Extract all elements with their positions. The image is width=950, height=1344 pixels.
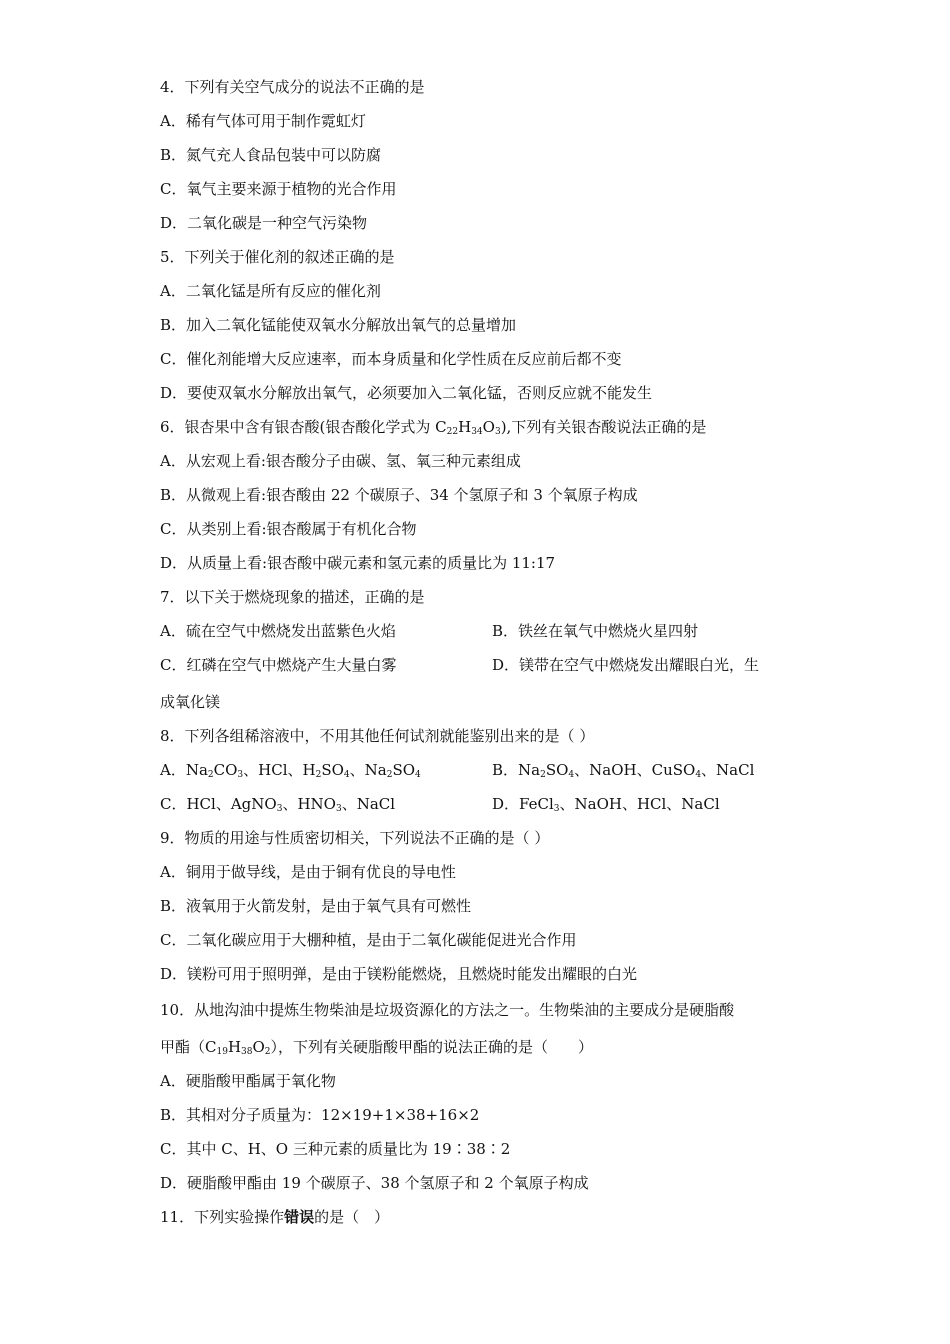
question-10-option-d: D．硬脂酸甲酯由 19 个碳原子、38 个氢原子和 2 个氧原子构成 <box>160 1174 589 1192</box>
q8b-part: SO <box>545 761 569 779</box>
q10-subscript: 19 <box>216 1047 228 1057</box>
question-8-option-a <box>160 760 421 780</box>
q8b-subscript: 2 <box>540 770 546 780</box>
q8a-part: SO <box>321 761 344 779</box>
question-4-option-d: D．二氧化碳是一种空气污染物 <box>160 214 368 232</box>
q11-stem-part: 的是（ ） <box>314 1208 390 1226</box>
question-4-option-b: B．氮气充人食品包装中可以防腐 <box>160 146 382 164</box>
question-4-option-a: A．稀有气体可用于制作霓虹灯 <box>160 112 366 130</box>
question-7-stem: 7．以下关于燃烧现象的描述，正确的是 <box>160 588 425 606</box>
q10-stem-part: H <box>227 1038 242 1056</box>
question-4-option-c: C．氧气主要来源于植物的光合作用 <box>160 180 397 198</box>
q8c-part: 、HNO <box>282 795 336 813</box>
q8c-subscript: 3 <box>276 804 283 814</box>
q8a-part: 、HCl、H <box>243 761 316 779</box>
question-10-stem-line-1: 10．从地沟油中提炼生物柴油是垃圾资源化的方法之一。生物柴油的主要成分是硬脂酸 <box>160 1001 735 1019</box>
q8b-part: 、NaOH、CuSO <box>574 761 696 779</box>
q8a-part: CO <box>213 761 238 779</box>
q10-subscript: 2 <box>264 1047 271 1057</box>
question-5-stem: 5．下列关于催化剂的叙述正确的是 <box>160 248 395 266</box>
q10-stem-part: ），下列有关硬脂酸甲酯的说法正确的是（ ） <box>270 1038 594 1056</box>
q10-stem-part: O <box>252 1038 265 1056</box>
question-5-option-d: D．要使双氧水分解放出氧气，必须要加入二氧化锰，否则反应就不能发生 <box>160 384 653 402</box>
q6-stem-part: H <box>458 418 472 436</box>
q8a-part: 、Na <box>349 761 387 779</box>
question-8-option-d <box>492 794 720 814</box>
question-9-option-c: C．二氧化碳应用于大棚种植，是由于二氧化碳能促进光合作用 <box>160 931 577 949</box>
question-9-stem: 9．物质的用途与性质密切相关，下列说法不正确的是（ ） <box>160 829 550 847</box>
q10-subscript: 38 <box>241 1047 253 1057</box>
q8a-subscript: 4 <box>415 770 421 780</box>
q8a-subscript: 2 <box>315 770 322 780</box>
question-10-option-c: C．其中 C、H、O 三种元素的质量比为 19∶38∶2 <box>160 1140 511 1158</box>
question-8-option-b <box>492 760 754 780</box>
q8b-part: 、NaCl <box>701 761 755 779</box>
question-7-option-a: A．硫在空气中燃烧发出蓝紫色火焰 <box>160 622 396 640</box>
question-5-option-b: B．加入二氧化锰能使双氧水分解放出氧气的总量增加 <box>160 316 517 334</box>
question-10-option-b: B．其相对分子质量为：12×19+1×38+16×2 <box>160 1106 480 1124</box>
question-4-stem: 4．下列有关空气成分的说法不正确的是 <box>160 78 425 96</box>
question-9-option-a: A．铜用于做导线，是由于铜有优良的导电性 <box>160 863 456 881</box>
question-6-stem <box>160 417 706 437</box>
q8a-part: A．Na <box>160 761 208 779</box>
q6-stem-part: ),下列有关银杏酸说法正确的是 <box>500 418 707 436</box>
q10-stem-part: 甲酯（C <box>160 1038 217 1056</box>
q11-stem-emphasis: 错误 <box>284 1208 315 1226</box>
question-7-option-c: C．红磷在空气中燃烧产生大量白雾 <box>160 656 397 674</box>
q8b-subscript: 4 <box>568 770 575 780</box>
q8c-part: 、NaCl <box>341 795 396 813</box>
question-10-option-a: A．硬脂酸甲酯属于氧化物 <box>160 1072 336 1090</box>
q8d-part: 、NaOH、HCl、NaCl <box>559 795 720 813</box>
question-8-option-c <box>160 794 395 814</box>
q6-subscript: 34 <box>471 427 483 437</box>
q8b-part: B．Na <box>492 761 541 779</box>
q6-stem-part: 6．银杏果中含有银杏酸(银杏酸化学式为 C <box>160 418 447 436</box>
question-8-stem: 8．下列各组稀溶液中，不用其他任何试剂就能鉴别出来的是（ ） <box>160 727 595 745</box>
question-11-stem <box>160 1207 389 1227</box>
question-7-option-b: B．铁丝在氧气中燃烧火星四射 <box>492 622 699 640</box>
q6-stem-part: O <box>482 418 495 436</box>
q8c-part: C．HCl、AgNO <box>160 795 277 813</box>
q6-subscript: 22 <box>446 427 459 437</box>
question-6-option-b: B．从微观上看:银杏酸由 22 个碳原子、34 个氢原子和 3 个氧原子构成 <box>160 486 638 504</box>
question-6-option-c: C．从类别上看:银杏酸属于有机化合物 <box>160 520 417 538</box>
question-9-option-d: D．镁粉可用于照明弹，是由于镁粉能燃烧，且燃烧时能发出耀眼的白光 <box>160 965 638 983</box>
question-7-option-d: D．镁带在空气中燃烧发出耀眼白光，生 <box>492 656 760 674</box>
q8a-subscript: 2 <box>207 770 214 780</box>
q8d-part: D．FeCl <box>492 795 554 813</box>
q11-stem-part: 11．下列实验操作 <box>160 1208 285 1226</box>
q8d-subscript: 3 <box>553 804 560 814</box>
q8a-subscript: 4 <box>343 770 350 780</box>
question-5-option-a: A．二氧化锰是所有反应的催化剂 <box>160 282 381 300</box>
q8c-subscript: 3 <box>335 804 342 814</box>
q8b-subscript: 4 <box>695 770 702 780</box>
question-10-stem-line-2 <box>160 1037 593 1057</box>
q8a-subscript: 2 <box>386 770 393 780</box>
question-5-option-c: C．催化剂能增大反应速率，而本身质量和化学性质在反应前后都不变 <box>160 350 622 368</box>
q8a-subscript: 3 <box>237 770 244 780</box>
question-6-option-d: D．从质量上看:银杏酸中碳元素和氢元素的质量比为 11:17 <box>160 554 556 572</box>
question-7-option-d-continued: 成氧化镁 <box>160 693 221 711</box>
question-6-option-a: A．从宏观上看:银杏酸分子由碳、氢、氧三种元素组成 <box>160 452 521 470</box>
q6-subscript: 3 <box>494 427 501 437</box>
q8a-part: SO <box>392 761 416 779</box>
question-9-option-b: B．液氧用于火箭发射，是由于氧气具有可燃性 <box>160 897 472 915</box>
